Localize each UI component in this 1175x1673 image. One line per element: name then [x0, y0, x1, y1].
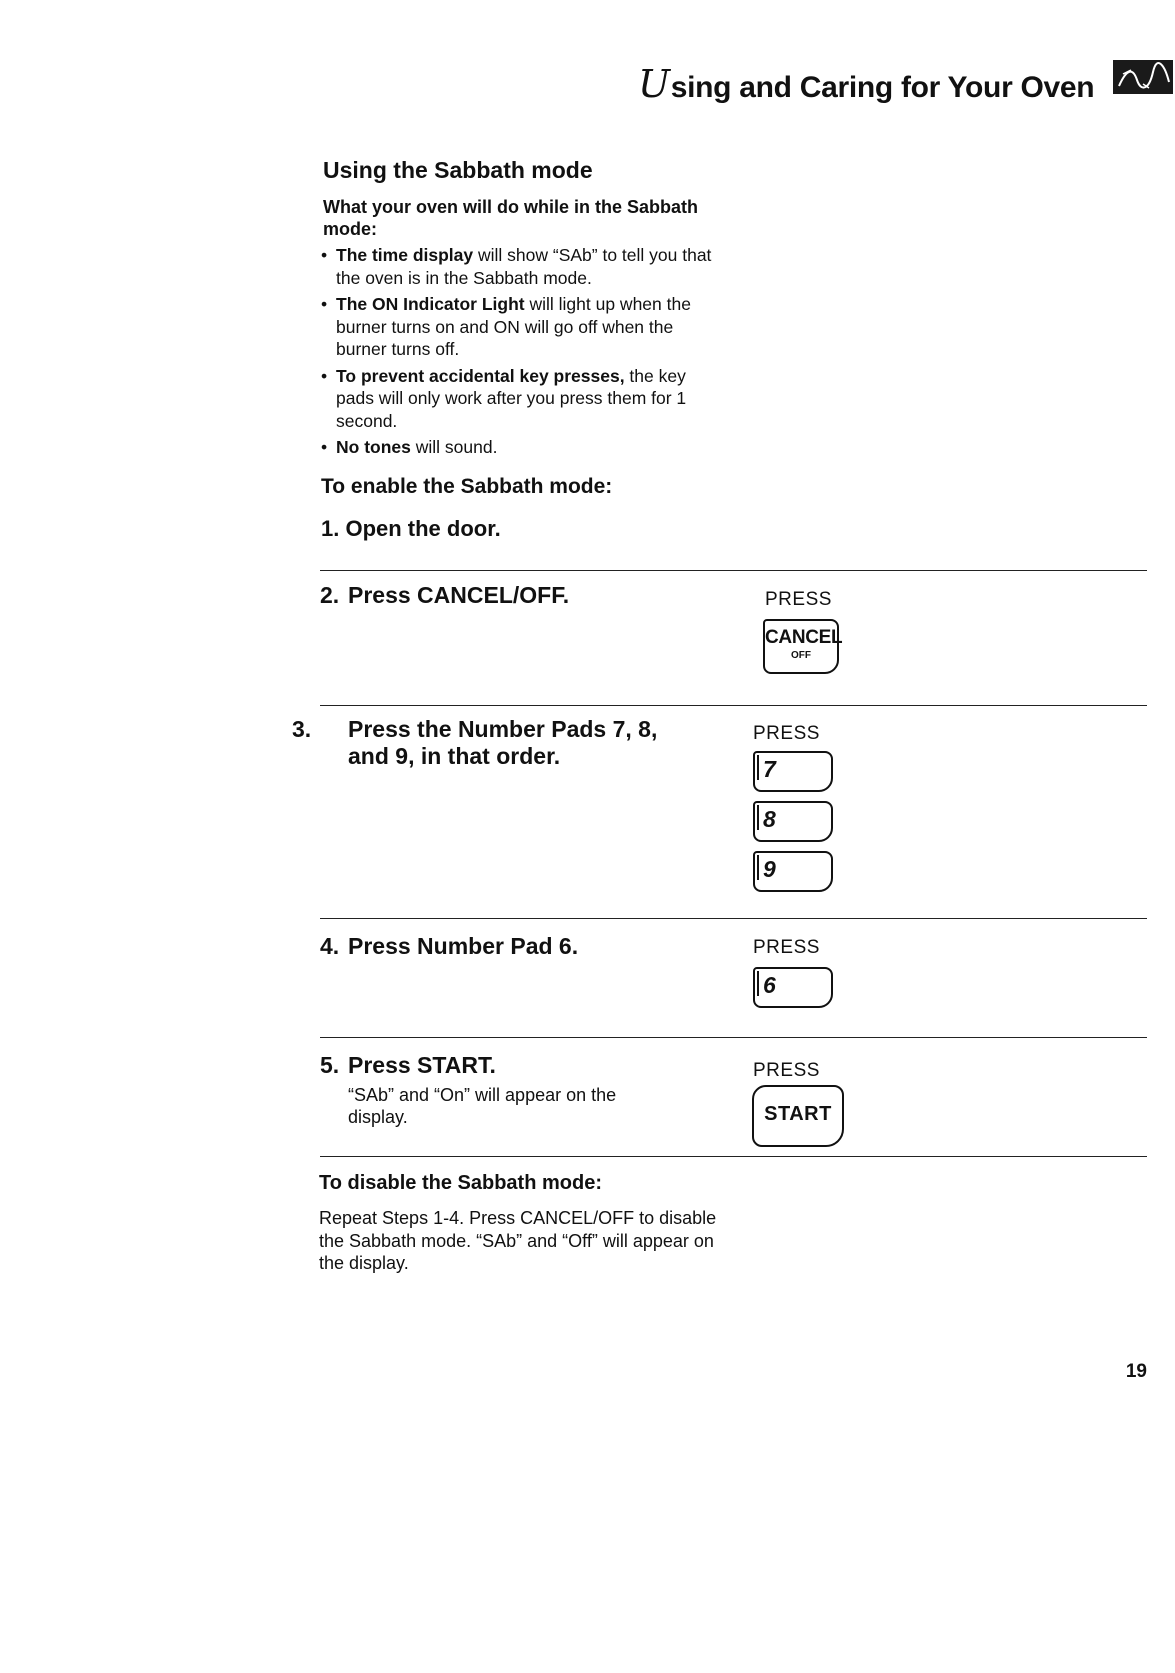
press-label: PRESS [753, 723, 820, 744]
step-title-text: Press START. [348, 1052, 496, 1078]
number-pad-8-key [753, 801, 833, 842]
step-number: 4. [320, 933, 340, 959]
press-label: PRESS [765, 589, 832, 610]
cancel-key-label: CANCEL [765, 627, 843, 648]
page-header-title [638, 62, 1094, 106]
section-title: Using the Sabbath mode [323, 157, 593, 183]
step-title [320, 933, 740, 960]
list-item [321, 436, 721, 459]
list-item-bold: No tones [336, 437, 411, 457]
step-title-text: Press CANCEL/OFF. [348, 582, 570, 608]
divider [320, 1037, 1147, 1038]
step-description: “SAb” and “On” will appear on the display. [348, 1085, 617, 1127]
list-item-text: will light up when the burner turns on and ON will go off when the burner turns off. [336, 294, 691, 359]
step-title [320, 582, 740, 609]
start-key-label: START [764, 1103, 832, 1125]
header-title-initial: U [638, 62, 670, 106]
press-label: PRESS [753, 1060, 820, 1081]
step-title [320, 1052, 740, 1079]
off-key-sublabel: OFF [791, 650, 811, 661]
number-pad-9-key [753, 851, 833, 892]
header-title-text: sing and Caring for Your Oven [670, 71, 1095, 104]
number-pad-6-key [753, 967, 833, 1008]
list-item-text: will sound. [410, 437, 498, 457]
list-item-bold: The time display [336, 245, 474, 265]
step-1: 1. Open the door. [321, 516, 501, 541]
divider [320, 1156, 1147, 1157]
step-number: 3. [292, 716, 312, 742]
feature-list [321, 244, 721, 463]
step-title-text: Press Number Pad 6. [348, 933, 579, 959]
list-item [321, 244, 721, 289]
list-item-bold: The ON Indicator Light [336, 294, 525, 314]
enable-heading: To enable the Sabbath mode: [321, 475, 613, 498]
disable-instructions: Repeat Steps 1-4. Press CANCEL/OFF to disable the Sabbath mode. “SAb” and “Off” will appear on the display. [319, 1208, 717, 1273]
divider [320, 918, 1147, 919]
start-key [752, 1085, 844, 1147]
key-label: 9 [763, 856, 776, 882]
step-number: 2. [320, 582, 340, 608]
page-number: 19 [1125, 1361, 1147, 1382]
press-label: PRESS [753, 937, 820, 958]
step-number: 5. [320, 1052, 340, 1078]
step-5 [320, 1052, 740, 1128]
key-label: 6 [763, 972, 776, 998]
disable-heading: To disable the Sabbath mode: [319, 1172, 602, 1194]
list-item [321, 293, 721, 361]
step-2 [320, 582, 740, 609]
list-item-bold: To prevent accidental key presses, [336, 365, 625, 386]
cancel-off-key [763, 619, 843, 674]
list-item-text: the key pads will only work after you press them for 1 second. [336, 365, 687, 431]
key-label: 8 [763, 806, 776, 832]
list-item-text: will show “SAb” to tell you that the oven is in the Sabbath mode. [336, 245, 712, 288]
divider [320, 705, 1147, 706]
divider [320, 570, 1147, 571]
brand-mark-icon [1113, 60, 1173, 94]
step-title-text: Press the Number Pads 7, 8, and 9, in that order. [348, 716, 658, 769]
intro-heading: What your oven will do while in the Sabbath mode: [323, 197, 699, 239]
number-pad-7-key [753, 751, 833, 792]
list-item [321, 365, 721, 433]
step-4 [320, 933, 740, 960]
key-label: 7 [763, 756, 776, 782]
step-3 [292, 716, 700, 770]
step-title [292, 716, 700, 770]
